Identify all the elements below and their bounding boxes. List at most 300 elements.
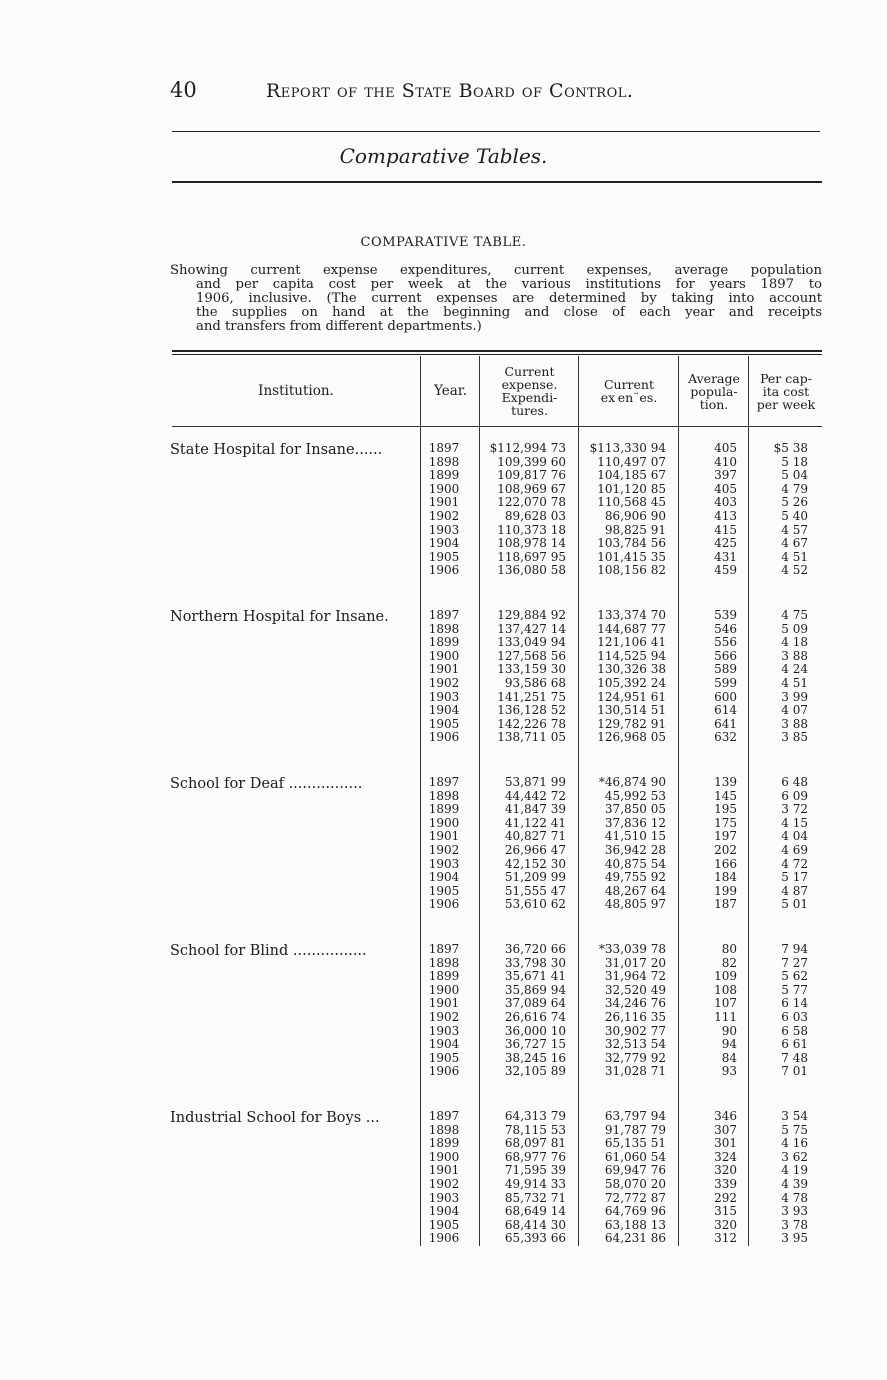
expenditure-cell: 41,847 39 xyxy=(504,802,566,817)
year-cell: 1903 xyxy=(428,856,460,871)
current-expense-cell: 86,906 90 xyxy=(604,509,666,523)
year-cell: 1900 xyxy=(428,982,460,997)
per-capita-cost-cell: 3 85 xyxy=(781,730,808,745)
per-capita-cost-cell: 4 69 xyxy=(781,843,808,857)
per-capita-cost-cell: 3 78 xyxy=(781,1217,808,1232)
per-capita-cost-cell: 5 75 xyxy=(781,1122,808,1137)
institution-name: School for Deaf ................ xyxy=(170,776,363,792)
institution-group xyxy=(170,440,820,580)
year-cell: 1906 xyxy=(428,563,460,578)
per-capita-cost-cell: 5 26 xyxy=(781,495,808,510)
year-cell: 1899 xyxy=(428,468,460,483)
population-cell: 197 xyxy=(714,829,737,844)
header-bottom-rule xyxy=(172,426,822,427)
expenditure-cell: 26,616 74 xyxy=(504,1010,566,1024)
year-cell: 1905 xyxy=(428,716,460,731)
header-year: Year. xyxy=(433,382,468,399)
year-cell: 1897 xyxy=(428,1109,460,1123)
population-cell: 415 xyxy=(714,522,737,537)
current-expense-cell: 31,028 71 xyxy=(604,1064,666,1079)
expenditure-cell: 33,798 30 xyxy=(504,955,566,970)
population-cell: 108 xyxy=(714,982,737,997)
table-header xyxy=(172,356,822,426)
expenditure-cell: 32,105 89 xyxy=(504,1064,566,1079)
year-cell: 1904 xyxy=(428,1037,460,1052)
per-capita-cost-cell: 4 19 xyxy=(781,1163,808,1178)
expenditure-cell: 26,966 47 xyxy=(504,843,566,857)
current-expense-cell: 40,875 54 xyxy=(604,856,666,871)
table-row xyxy=(170,970,820,984)
table-row xyxy=(170,456,820,470)
current-expense-cell: 91,787 79 xyxy=(604,1122,666,1137)
population-cell: 315 xyxy=(714,1204,737,1219)
population-cell: 202 xyxy=(714,843,737,857)
expenditure-cell: 64,313 79 xyxy=(504,1109,566,1123)
year-cell: 1900 xyxy=(428,481,460,496)
per-capita-cost-cell: 3 99 xyxy=(781,689,808,704)
per-capita-cost-cell: 4 72 xyxy=(781,856,808,871)
expenditure-cell: 110,373 18 xyxy=(497,522,566,537)
per-capita-cost-cell: 4 78 xyxy=(781,1190,808,1205)
current-expense-cell: 126,968 05 xyxy=(597,730,666,745)
year-cell: 1901 xyxy=(428,662,460,677)
year-cell: 1904 xyxy=(428,870,460,885)
population-cell: 346 xyxy=(714,1109,737,1123)
population-cell: 539 xyxy=(714,608,737,622)
population-cell: 410 xyxy=(714,454,737,469)
expenditure-cell: 141,251 75 xyxy=(497,689,566,704)
population-cell: 632 xyxy=(714,730,737,745)
current-expense-cell: 103,784 56 xyxy=(597,536,666,551)
population-cell: 199 xyxy=(714,883,737,898)
per-capita-cost-cell: 5 18 xyxy=(781,454,808,469)
population-cell: 90 xyxy=(721,1023,737,1038)
per-capita-cost-cell: 5 62 xyxy=(781,969,808,984)
year-cell: 1898 xyxy=(428,955,460,970)
expenditure-cell: 68,649 14 xyxy=(504,1204,566,1219)
table-top-rule xyxy=(172,350,822,355)
year-cell: 1898 xyxy=(428,1122,460,1137)
per-capita-cost-cell: 3 88 xyxy=(781,648,808,663)
table-row xyxy=(170,871,820,885)
year-cell: 1900 xyxy=(428,815,460,830)
per-capita-cost-cell: 5 09 xyxy=(781,621,808,636)
current-expense-cell: 69,947 76 xyxy=(604,1163,666,1178)
current-expense-cell: 41,510 15 xyxy=(604,829,666,844)
running-title: Report of the State Board of Control. xyxy=(266,80,634,102)
expenditure-cell: 133,159 30 xyxy=(497,662,566,677)
current-expense-cell: 124,951 61 xyxy=(597,689,666,704)
expenditure-cell: 42,152 30 xyxy=(504,856,566,871)
current-expense-cell: 61,060 54 xyxy=(604,1149,666,1164)
current-expense-cell: 121,106 41 xyxy=(597,635,666,650)
table-row xyxy=(170,858,820,872)
population-cell: 80 xyxy=(721,942,737,956)
expenditure-cell: 51,555 47 xyxy=(504,883,566,898)
table-row xyxy=(170,817,820,831)
per-capita-cost-cell: 6 48 xyxy=(781,775,808,789)
header-institution: Institution. xyxy=(258,382,334,399)
population-cell: 175 xyxy=(714,815,737,830)
current-expense-cell: 45,992 53 xyxy=(604,788,666,803)
per-capita-cost-cell: 4 51 xyxy=(781,676,808,690)
population-cell: 107 xyxy=(714,996,737,1011)
population-cell: 82 xyxy=(721,955,737,970)
header-expenditures: Current expense. Expendi- tures. xyxy=(501,364,558,418)
table-row xyxy=(170,844,820,858)
population-cell: 641 xyxy=(714,716,737,731)
per-capita-cost-cell: 7 94 xyxy=(781,942,808,956)
population-cell: 324 xyxy=(714,1149,737,1164)
section-title: Comparative Tables. xyxy=(339,144,548,168)
year-cell: 1903 xyxy=(428,1023,460,1038)
header-per-capita: Per cap- ita cost per week xyxy=(756,370,816,412)
expenditure-cell: 85,732 71 xyxy=(504,1190,566,1205)
per-capita-cost-cell: 3 88 xyxy=(781,716,808,731)
year-cell: 1904 xyxy=(428,536,460,551)
intro-line: and per capita cost per week at the various institutions for years 1897 to xyxy=(196,277,822,292)
year-cell: 1897 xyxy=(428,775,460,789)
table-row xyxy=(170,1178,820,1192)
table-row xyxy=(170,537,820,551)
current-expense-cell: 64,769 96 xyxy=(604,1204,666,1219)
per-capita-cost-cell: 4 79 xyxy=(781,481,808,496)
current-expense-cell: 98,825 91 xyxy=(604,522,666,537)
table-row xyxy=(170,650,820,664)
year-cell: 1903 xyxy=(428,1190,460,1205)
table-row xyxy=(170,1011,820,1025)
current-expense-cell: 32,520 49 xyxy=(604,982,666,997)
table-row xyxy=(170,609,820,623)
current-expense-cell: 104,185 67 xyxy=(597,468,666,483)
intro-line: and transfers from different departments.) xyxy=(196,319,482,334)
section-rule xyxy=(172,181,822,183)
institution-name: Northern Hospital for Insane. xyxy=(170,609,389,625)
intro-line: 1906, inclusive. (The current expenses are determined by taking into account xyxy=(196,291,822,306)
table-row xyxy=(170,1065,820,1079)
year-cell: 1898 xyxy=(428,454,460,469)
year-cell: 1897 xyxy=(428,608,460,622)
population-cell: 187 xyxy=(714,897,737,912)
per-capita-cost-cell: 4 16 xyxy=(781,1136,808,1151)
population-cell: 397 xyxy=(714,468,737,483)
population-cell: 589 xyxy=(714,662,737,677)
expenditure-cell: 136,128 52 xyxy=(497,703,566,718)
year-cell: 1903 xyxy=(428,689,460,704)
expenditure-cell: 109,399 60 xyxy=(497,454,566,469)
table-row xyxy=(170,691,820,705)
per-capita-cost-cell: 6 58 xyxy=(781,1023,808,1038)
expenditure-cell: 68,414 30 xyxy=(504,1217,566,1232)
current-expense-cell: 58,070 20 xyxy=(604,1177,666,1191)
per-capita-cost-cell: 3 72 xyxy=(781,802,808,817)
population-cell: 431 xyxy=(714,549,737,564)
table-row xyxy=(170,677,820,691)
per-capita-cost-cell: 7 01 xyxy=(781,1064,808,1079)
current-expense-cell: *46,874 90 xyxy=(598,775,666,789)
table-row xyxy=(170,830,820,844)
expenditure-cell: 36,727 15 xyxy=(504,1037,566,1052)
table-row xyxy=(170,1124,820,1138)
institution-name: School for Blind ................ xyxy=(170,943,367,959)
per-capita-cost-cell: 4 51 xyxy=(781,549,808,564)
expenditure-cell: 78,115 53 xyxy=(504,1122,566,1137)
per-capita-cost-cell: 4 75 xyxy=(781,608,808,622)
expenditure-cell: 40,827 71 xyxy=(504,829,566,844)
expenditure-cell: 36,000 10 xyxy=(504,1023,566,1038)
current-expense-cell: 31,017 20 xyxy=(604,955,666,970)
current-expense-cell: 101,120 85 xyxy=(597,481,666,496)
population-cell: 546 xyxy=(714,621,737,636)
col-divider xyxy=(748,356,749,428)
population-cell: 413 xyxy=(714,509,737,523)
population-cell: 94 xyxy=(721,1037,737,1052)
table-row xyxy=(170,776,820,790)
per-capita-cost-cell: 4 39 xyxy=(781,1177,808,1191)
expenditure-cell: 136,080 58 xyxy=(497,563,566,578)
current-expense-cell: 105,392 24 xyxy=(597,676,666,690)
table-row xyxy=(170,483,820,497)
expenditure-cell: 109,817 76 xyxy=(497,468,566,483)
current-expense-cell: 129,782 91 xyxy=(597,716,666,731)
year-cell: 1906 xyxy=(428,1231,460,1246)
current-expense-cell: 130,514 51 xyxy=(597,703,666,718)
year-cell: 1898 xyxy=(428,621,460,636)
population-cell: 614 xyxy=(714,703,737,718)
table-row xyxy=(170,790,820,804)
population-cell: 84 xyxy=(721,1050,737,1065)
table-row xyxy=(170,663,820,677)
current-expense-cell: $113,330 94 xyxy=(589,441,666,455)
population-cell: 307 xyxy=(714,1122,737,1137)
table-row xyxy=(170,551,820,565)
current-expense-cell: 144,687 77 xyxy=(597,621,666,636)
year-cell: 1901 xyxy=(428,829,460,844)
table-row xyxy=(170,704,820,718)
table-row xyxy=(170,524,820,538)
population-cell: 301 xyxy=(714,1136,737,1151)
current-expense-cell: 37,850 05 xyxy=(604,802,666,817)
year-cell: 1899 xyxy=(428,635,460,650)
per-capita-cost-cell: 4 57 xyxy=(781,522,808,537)
table-row xyxy=(170,442,820,456)
table-row xyxy=(170,1110,820,1124)
current-expense-cell: 101,415 35 xyxy=(597,549,666,564)
per-capita-cost-cell: 6 61 xyxy=(781,1037,808,1052)
per-capita-cost-cell: 4 15 xyxy=(781,815,808,830)
expenditure-cell: 133,049 94 xyxy=(497,635,566,650)
expenditure-cell: 35,671 41 xyxy=(504,969,566,984)
per-capita-cost-cell: 4 87 xyxy=(781,883,808,898)
year-cell: 1901 xyxy=(428,495,460,510)
year-cell: 1899 xyxy=(428,969,460,984)
per-capita-cost-cell: 5 01 xyxy=(781,897,808,912)
population-cell: 109 xyxy=(714,969,737,984)
year-cell: 1901 xyxy=(428,1163,460,1178)
expenditure-cell: 108,969 67 xyxy=(497,481,566,496)
table-row xyxy=(170,943,820,957)
year-cell: 1905 xyxy=(428,883,460,898)
population-cell: 139 xyxy=(714,775,737,789)
population-cell: 459 xyxy=(714,563,737,578)
year-cell: 1901 xyxy=(428,996,460,1011)
top-rule xyxy=(172,131,820,132)
year-cell: 1900 xyxy=(428,1149,460,1164)
table-row xyxy=(170,1151,820,1165)
expenditure-cell: 37,089 64 xyxy=(504,996,566,1011)
institution-group xyxy=(170,607,820,747)
year-cell: 1904 xyxy=(428,1204,460,1219)
expenditure-cell: 53,610 62 xyxy=(504,897,566,912)
expenditure-cell: 53,871 99 xyxy=(504,775,566,789)
population-cell: 184 xyxy=(714,870,737,885)
current-expense-cell: 37,836 12 xyxy=(604,815,666,830)
year-cell: 1906 xyxy=(428,1064,460,1079)
institution-group xyxy=(170,941,820,1081)
per-capita-cost-cell: 5 17 xyxy=(781,870,808,885)
current-expense-cell: 108,156 82 xyxy=(597,563,666,578)
per-capita-cost-cell: 3 95 xyxy=(781,1231,808,1246)
current-expense-cell: 114,525 94 xyxy=(597,648,666,663)
current-expense-cell: 31,964 72 xyxy=(604,969,666,984)
per-capita-cost-cell: 4 24 xyxy=(781,662,808,677)
per-capita-cost-cell: 6 09 xyxy=(781,788,808,803)
intro-paragraph xyxy=(170,264,822,334)
population-cell: 145 xyxy=(714,788,737,803)
expenditure-cell: 142,226 78 xyxy=(497,716,566,731)
per-capita-cost-cell: 6 14 xyxy=(781,996,808,1011)
page-number: 40 xyxy=(170,78,197,102)
page-header xyxy=(170,78,822,108)
intro-line: Showing current expense expenditures, current expenses, average population xyxy=(170,263,822,278)
year-cell: 1902 xyxy=(428,843,460,857)
expenditure-cell: 41,122 41 xyxy=(504,815,566,830)
table-row xyxy=(170,731,820,745)
institution-group xyxy=(170,774,820,914)
per-capita-cost-cell: 6 03 xyxy=(781,1010,808,1024)
table-row xyxy=(170,803,820,817)
expenditure-cell: 68,977 76 xyxy=(504,1149,566,1164)
per-capita-cost-cell: 3 54 xyxy=(781,1109,808,1123)
institution-name: Industrial School for Boys ... xyxy=(170,1110,380,1126)
table-row xyxy=(170,898,820,912)
population-cell: 556 xyxy=(714,635,737,650)
expenditure-cell: 108,978 14 xyxy=(497,536,566,551)
table-row xyxy=(170,1205,820,1219)
current-expense-cell: 130,326 38 xyxy=(597,662,666,677)
year-cell: 1905 xyxy=(428,1050,460,1065)
population-cell: 403 xyxy=(714,495,737,510)
current-expense-cell: 26,116 35 xyxy=(604,1010,666,1024)
current-expense-cell: 32,779 92 xyxy=(604,1050,666,1065)
institution-group xyxy=(170,1108,820,1248)
current-expense-cell: 48,267 64 xyxy=(604,883,666,898)
expenditure-cell: 35,869 94 xyxy=(504,982,566,997)
expenditure-cell: 89,628 03 xyxy=(504,509,566,523)
current-expense-cell: 48,805 97 xyxy=(604,897,666,912)
current-expense-cell: 64,231 86 xyxy=(604,1231,666,1246)
per-capita-cost-cell: 4 07 xyxy=(781,703,808,718)
header-population: Average popula- tion. xyxy=(688,370,740,412)
year-cell: 1899 xyxy=(428,1136,460,1151)
current-expense-cell: 36,942 28 xyxy=(604,843,666,857)
population-cell: 292 xyxy=(714,1190,737,1205)
year-cell: 1905 xyxy=(428,1217,460,1232)
current-expense-cell: 72,772 87 xyxy=(604,1190,666,1205)
current-expense-cell: 32,513 54 xyxy=(604,1037,666,1052)
per-capita-cost-cell: 4 52 xyxy=(781,563,808,578)
current-expense-cell: 34,246 76 xyxy=(604,996,666,1011)
per-capita-cost-cell: 7 48 xyxy=(781,1050,808,1065)
table-row xyxy=(170,984,820,998)
population-cell: 320 xyxy=(714,1217,737,1232)
year-cell: 1906 xyxy=(428,897,460,912)
year-cell: 1902 xyxy=(428,1177,460,1191)
expenditure-cell: 44,442 72 xyxy=(504,788,566,803)
per-capita-cost-cell: 3 93 xyxy=(781,1204,808,1219)
current-expense-cell: *33,039 78 xyxy=(598,942,666,956)
population-cell: 339 xyxy=(714,1177,737,1191)
table-row xyxy=(170,1038,820,1052)
table-row xyxy=(170,564,820,578)
table-row xyxy=(170,469,820,483)
table-row xyxy=(170,957,820,971)
table-row xyxy=(170,997,820,1011)
year-cell: 1897 xyxy=(428,942,460,956)
expenditure-cell: 65,393 66 xyxy=(504,1231,566,1246)
per-capita-cost-cell: 3 62 xyxy=(781,1149,808,1164)
per-capita-cost-cell: 4 67 xyxy=(781,536,808,551)
population-cell: 425 xyxy=(714,536,737,551)
per-capita-cost-cell: 4 18 xyxy=(781,635,808,650)
table-row xyxy=(170,1137,820,1151)
expenditure-cell: 127,568 56 xyxy=(497,648,566,663)
institution-name: State Hospital for Insane...... xyxy=(170,442,383,458)
year-cell: 1905 xyxy=(428,549,460,564)
per-capita-cost-cell: 4 04 xyxy=(781,829,808,844)
table-row xyxy=(170,1052,820,1066)
current-expense-cell: 65,135 51 xyxy=(604,1136,666,1151)
per-capita-cost-cell: 5 77 xyxy=(781,982,808,997)
population-cell: 93 xyxy=(721,1064,737,1079)
header-current-expenses: Current ex en¨es. xyxy=(600,377,658,405)
table-row xyxy=(170,885,820,899)
population-cell: 566 xyxy=(714,648,737,663)
population-cell: 405 xyxy=(714,441,737,455)
current-expense-cell: 30,902 77 xyxy=(604,1023,666,1038)
expenditure-cell: 129,884 92 xyxy=(497,608,566,622)
table-row xyxy=(170,1219,820,1233)
expenditure-cell: 49,914 33 xyxy=(504,1177,566,1191)
year-cell: 1906 xyxy=(428,730,460,745)
table-row xyxy=(170,1164,820,1178)
year-cell: 1899 xyxy=(428,802,460,817)
table-row xyxy=(170,1025,820,1039)
population-cell: 111 xyxy=(714,1010,737,1024)
year-cell: 1898 xyxy=(428,788,460,803)
current-expense-cell: 110,497 07 xyxy=(597,454,666,469)
current-expense-cell: 110,568 45 xyxy=(597,495,666,510)
per-capita-cost-cell: 5 04 xyxy=(781,468,808,483)
expenditure-cell: 36,720 66 xyxy=(504,942,566,956)
current-expense-cell: 63,797 94 xyxy=(604,1109,666,1123)
current-expense-cell: 63,188 13 xyxy=(604,1217,666,1232)
expenditure-cell: 122,070 78 xyxy=(497,495,566,510)
expenditure-cell: 93,586 68 xyxy=(504,676,566,690)
table-row xyxy=(170,636,820,650)
expenditure-cell: 38,245 16 xyxy=(504,1050,566,1065)
population-cell: 600 xyxy=(714,689,737,704)
